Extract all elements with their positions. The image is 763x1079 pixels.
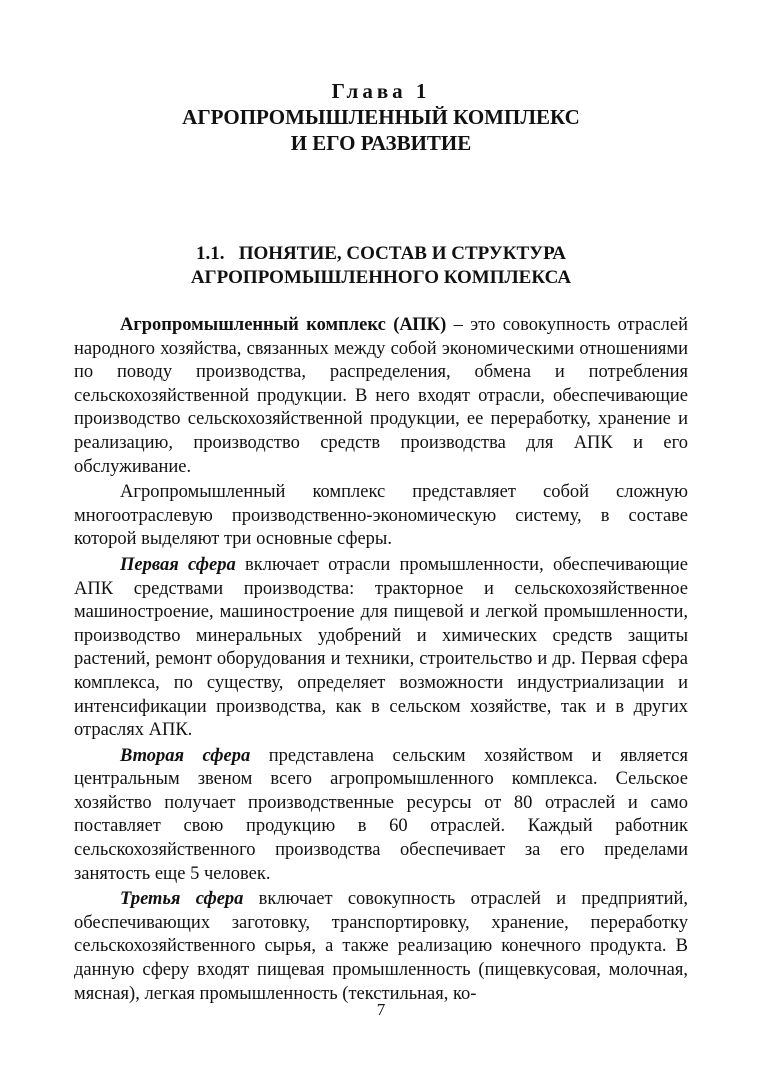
paragraph-apk-definition bbox=[74, 314, 688, 479]
paragraph-text: включает отрасли промышленности, обеспечивающие АПК средствами производства: тракторное и сельскохозяйственное машиностроение, машиностроение для пищевой и легкой промышленности, производство минеральных удобрений и химических средств защиты растений, ремонт оборудования и техники, строительство и др. Первая сфера комплекса, по существу, определяет возможности индустриализации и интенсификации производства, как в сельском хозяйстве, так и в других отраслях АПК. bbox=[74, 554, 688, 741]
section-title-line-1: 1.1. ПОНЯТИЕ, СОСТАВ И СТРУКТУРА bbox=[195, 243, 567, 264]
paragraph-third-sphere bbox=[74, 888, 688, 1006]
chapter-heading bbox=[74, 78, 688, 156]
paragraph-text: – это совокупность отраслей народного хозяйства, связанных между собой экономическими отношениями по поводу производства, распределения, обмена и потребления сельскохозяйственной продукции. В него входят отрасли, обеспечивающие производство сельскохозяйственной продукции, ее переработку, хранение и реализацию, производство средств производства для АПК и его обслуживание. bbox=[74, 315, 689, 477]
chapter-title-line-2: И ЕГО РАЗВИТИЕ bbox=[290, 131, 472, 155]
paragraph-first-sphere bbox=[74, 554, 688, 743]
term-first-sphere: Первая сфера bbox=[120, 554, 236, 575]
term-second-sphere: Вторая сфера bbox=[120, 745, 251, 766]
page-number: 7 bbox=[376, 1000, 386, 1019]
term-third-sphere: Третья сфера bbox=[120, 889, 244, 910]
chapter-number: Глава 1 bbox=[331, 79, 431, 103]
document-page bbox=[74, 0, 688, 1079]
term-apk: Агропромышленный комплекс (АПК) bbox=[120, 315, 447, 335]
paragraph-second-sphere bbox=[74, 745, 688, 887]
section-title-line-2: АГРОПРОМЫШЛЕННОГО КОМПЛЕКСА bbox=[190, 267, 572, 288]
paragraph-text: Агропромышленный комплекс представляет собой сложную многоотраслевую производственно-экономическую систему, в составе которой выделяют три основные сферы. bbox=[74, 482, 688, 550]
paragraph-text: представлена сельским хозяйством и является центральным звеном всего агропромышленного комплекса. Сельское хозяйство получает производственные ресурсы от 80 отраслей и само поставляет свою продукцию в 60 отраслей. Каждый работник сельскохозяйственного производства обеспечивает за его пределами занятость еще 5 человек. bbox=[74, 745, 689, 884]
paragraph-apk-structure bbox=[74, 481, 688, 552]
chapter-title-line-1: АГРОПРОМЫШЛЕННЫЙ КОМПЛЕКС bbox=[182, 105, 580, 129]
paragraph-text: включает совокупность отраслей и предприятий, обеспечивающих заготовку, транспортировку, хранение, переработку сельскохозяйственного сырья, а также реализацию конечного продукта. В данную сферу входят пищевая промышленность (пищевкусовая, молочная, мясная), легкая промышленность (текстильная, ко- bbox=[74, 889, 688, 1004]
section-heading bbox=[74, 242, 688, 290]
body-text bbox=[74, 314, 688, 1006]
